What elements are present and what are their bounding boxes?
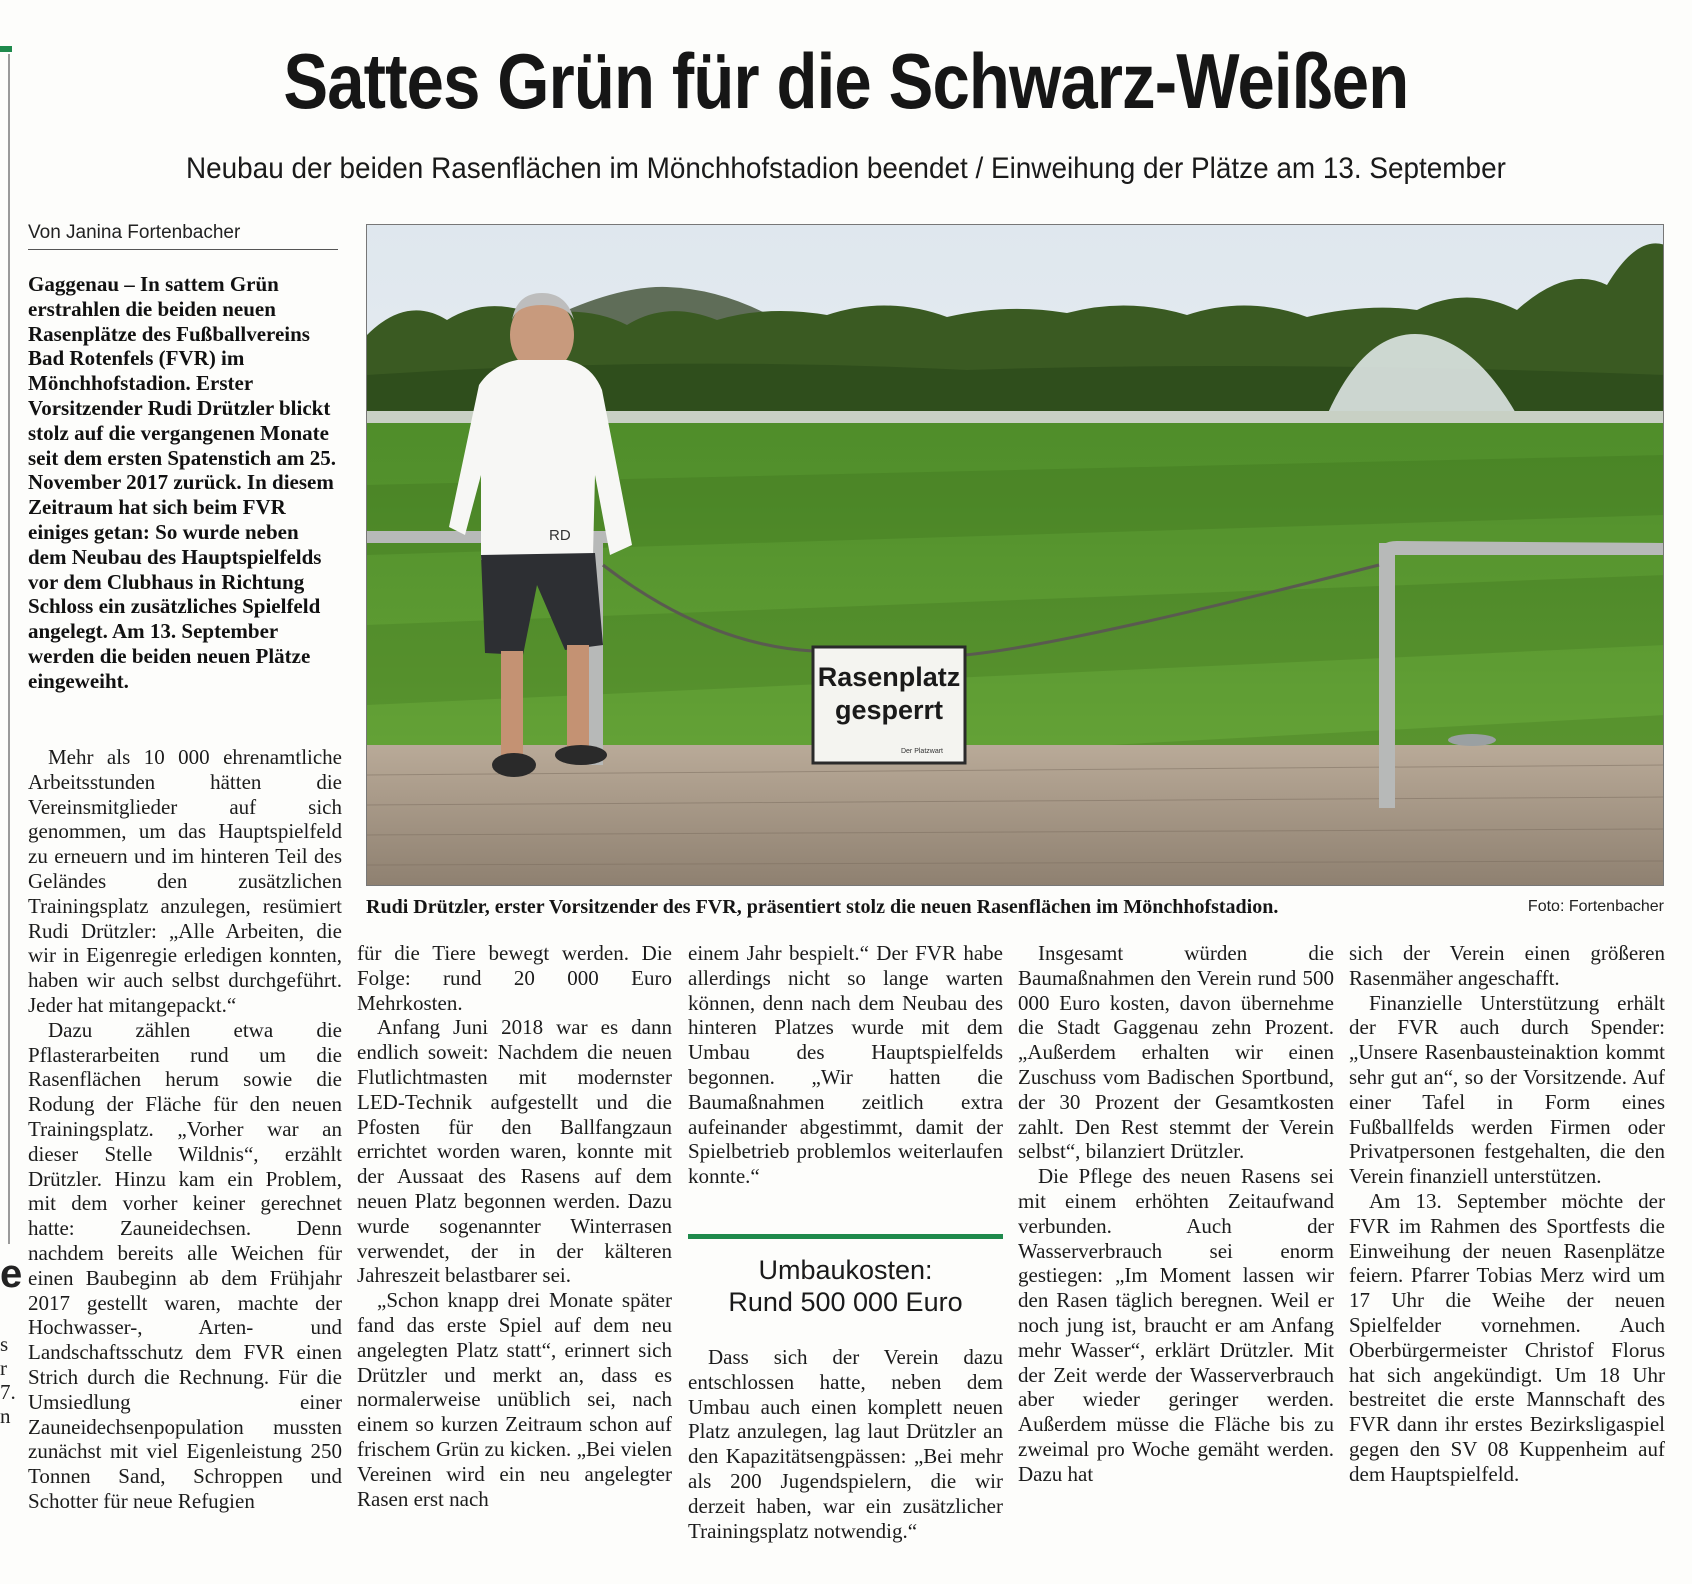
column-5 <box>1349 941 1665 1487</box>
article-photo <box>366 224 1664 886</box>
headline: Sattes Grün für die Schwarz-Weißen <box>283 37 1409 125</box>
infobox-value: Rund 500 000 Euro <box>728 1287 963 1317</box>
edge-fragment: s <box>0 1332 9 1356</box>
paragraph: Finanzielle Unterstützung erhält der FVR auch durch Spender: „Unsere Rasenbausteinaktion kommt sehr gut an“, so der Vorsitzende. Auf einer Tafel in Form eines Fußballfelds werden Firmen oder Privatpersonen festgehalten, die den Verein finanziell unterstützen. <box>1349 990 1665 1189</box>
paragraph: Anfang Juni 2018 war es dann endlich soweit: Nachdem die neuen Flutlichtmasten mit modernster LED-Technik aufgestellt und die Pfosten für den Ballfangzaun errichtet worden waren, konnte mit der Aussaat des Rasens auf dem neuen Platz begonnen werden. Dazu wurde sogenannter Winterrasen verwendet, der in der kälteren Jahreszeit belastbarer sei. <box>357 1015 672 1288</box>
left-edge-rule <box>0 46 14 1246</box>
paragraph: Am 13. September möchte der FVR im Rahmen des Sportfests die Einweihung der neuen Rasenplätze feiern. Pfarrer Tobias Merz wird um 17 Uhr die Weihe der neuen Spielfelder vornehmen. Auch Oberbürgermeister Christof Florus hat sich angekündigt. Um 18 Uhr bestreitet die erste Mannschaft des FVR dann ihr erstes Bezirksligaspiel gegen den SV 08 Kuppenheim auf dem Hauptspielfeld. <box>1349 1188 1665 1486</box>
sign-line-2: gesperrt <box>834 695 944 725</box>
photo-credit: Foto: Fortenbacher <box>1527 898 1664 915</box>
sign-small-text: Der Platzwart <box>900 748 943 755</box>
paragraph: Mehr als 10 000 ehrenamtliche Arbeitsstunden hätten die Vereinsmitglieder auf sich genommen, um das Hauptspielfeld zu erneuern und im hinteren Teil des Geländes den zusätzlichen Trainingsplatz anzulegen, resümiert Rudi Drützler: „Alle Arbeiten, die wir in Eigenregie erledigen konnten, haben wir auch selbst durchgeführt. Jeder hat mitangepackt.“ <box>28 745 342 1017</box>
edge-fragment: e <box>0 1252 23 1296</box>
green-accent-tick <box>0 46 12 52</box>
infobox-title: Umbaukosten: <box>758 1255 933 1285</box>
paragraph: Insgesamt würden die Baumaßnahmen den Verein rund 500 000 Euro kosten, davon übernehme die Stadt Gaggenau zehn Prozent. „Außerdem erhalten wir einen Zuschuss vom Badischen Sportbund, der 30 Prozent der Gesamtkosten zahlt. Den Rest stemmt der Verein selbst“, bilanziert Drützler. <box>1018 941 1334 1164</box>
photo-caption: Rudi Drützler, erster Vorsitzender des FVR, präsentiert stolz die neuen Rasenflächen im Mönchhofstadion. <box>366 896 1279 918</box>
sign-line-1: Rasenplatz <box>817 662 961 692</box>
paragraph: einem Jahr bespielt.“ Der FVR habe allerdings nicht so lange warten können, denn nach dem Neubau des hinteren Platzes wurde mit dem Umbau des Hauptspielfelds begonnen. „Wir hatten die Baumaßnahmen zeitlich extra aufeinander abgestimmt, damit der Spielbetrieb problemlos weiterlaufen konnte.“ <box>688 941 1003 1189</box>
column-2 <box>357 941 672 1511</box>
paragraph: Die Pflege des neuen Rasens sei mit einem erhöhten Zeitaufwand verbunden. Auch der Wasserverbrauch sei enorm gestiegen: „Im Moment lassen wir den Rasen täglich beregnen. Weil er noch jung ist, braucht er am Anfang mehr Wasser“, erklärt Drützler. Mit der Zeit werde der Wasserverbrauch aber wieder geringer werden. Außerdem müsse die Fläche bis zu zweimal pro Woche gemäht werden. Dazu hat <box>1018 1164 1334 1486</box>
paragraph: sich der Verein einen größeren Rasenmäher angeschafft. <box>1349 941 1665 990</box>
column-3 <box>688 941 1003 1189</box>
edge-fragment: 7. <box>0 1380 16 1404</box>
paragraph: für die Tiere bewegt werden. Die Folge: rund 20 000 Euro Mehrkosten. <box>357 941 672 1015</box>
photo-illustration <box>367 225 1664 886</box>
edge-fragment: n <box>0 1404 11 1428</box>
paragraph: Dazu zählen etwa die Pflasterarbeiten rund um die Rasenflächen herum sowie die Rodung der Fläche für den neuen Trainingsplatz. „Vorher war an dieser Stelle Wildnis“, erzählt Drützler. Hinzu kam ein Problem, mit dem vorher keiner gerechnet hatte: Zauneidechsen. Denn nachdem bereits alle Weichen für einen Baubeginn ab dem Frühjahr 2017 gestellt waren, machte der Hochwasser-, Arten- und Landschaftsschutz dem FVR einen Strich durch die Rechnung. Für die Umsiedlung einer Zauneidechsenpopulation mussten zunächst mit viel Eigenleistung 250 Tonnen Sand, Schroppen und Schotter für neue Refugien <box>28 1017 342 1513</box>
paragraph: „Schon knapp drei Monate später fand das erste Spiel auf dem neu angelegten Platz statt“, erinnert sich Drützler und merkt an, dass es normalerweise unüblich sei, nach einem so kurzen Zeitraum schon auf frischem Grün zu kicken. „Bei vielen Vereinen wird ein neu angelegter Rasen erst nach <box>357 1288 672 1511</box>
infobox-costs <box>688 1234 1003 1330</box>
column-1 <box>28 745 342 1514</box>
edge-fragment: r <box>0 1356 7 1380</box>
subheadline: Neubau der beiden Rasenflächen im Mönchhofstadion beendet / Einweihung der Plätze am 13. September <box>185 152 1506 185</box>
column-3-continued <box>688 1345 1003 1543</box>
paragraph: Dass sich der Verein dazu entschlossen hatte, neben dem Umbau auch einen komplett neuen Platz anzulegen, lag laut Drützler an den Kapazitätsengpässen: „Bei mehr als 200 Jugendspielern, die wir derzeit haben, war ein zusätzlicher Trainingsplatz notwendig.“ <box>688 1345 1003 1543</box>
lead-paragraph: Gaggenau – In sattem Grün erstrahlen die beiden neuen Rasenplätze des Fußballvereins Bad Rotenfels (FVR) im Mönchhofstadion. Erster Vorsitzender Rudi Drützler blickt stolz auf die vergangenen Monate seit dem ersten Spatenstich am 25. November 2017 zurück. In diesem Zeitraum hat sich beim FVR einiges getan: So wurde neben dem Neubau des Hauptspielfelds vor dem Clubhaus in Richtung Schloss ein zusätzliches Spielfeld angelegt. Am 13. September werden die beiden neuen Plätze eingeweiht. <box>28 272 336 693</box>
shirt-initials: RD <box>549 527 571 544</box>
byline: Von Janina Fortenbacher <box>28 222 338 250</box>
column-divider <box>8 54 10 1244</box>
column-4 <box>1018 941 1334 1487</box>
